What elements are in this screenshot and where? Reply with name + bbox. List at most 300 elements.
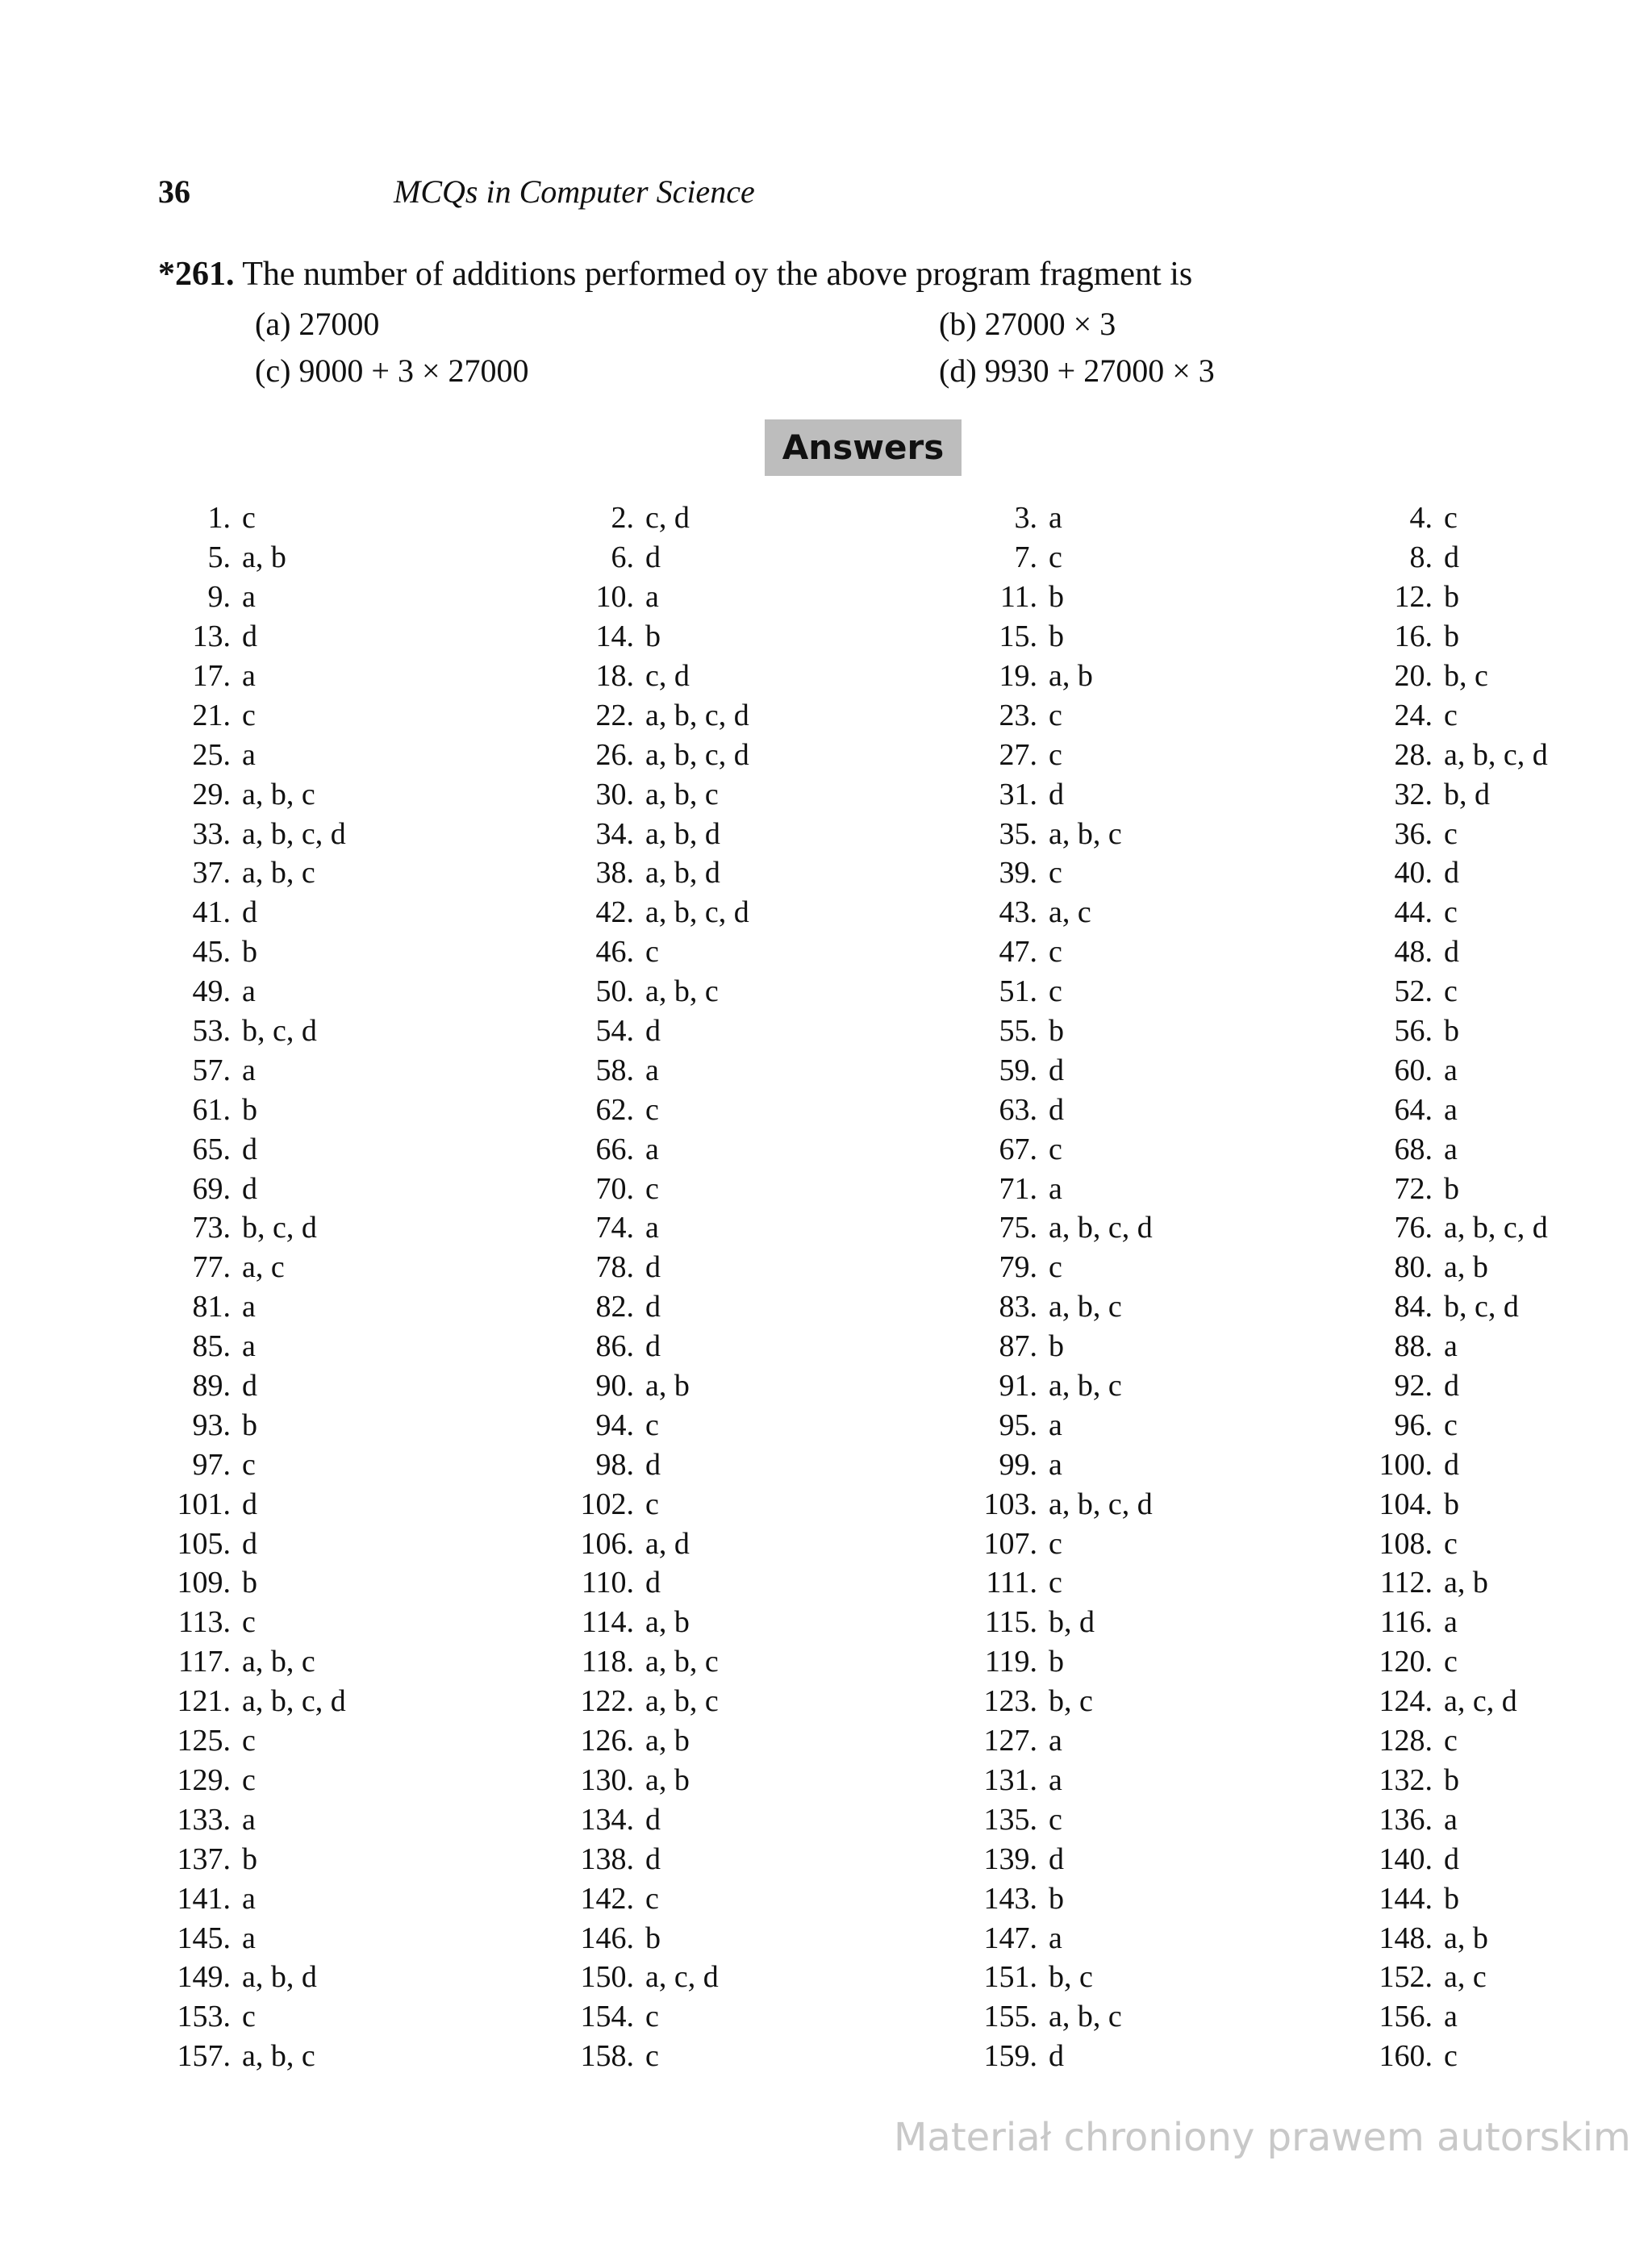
answer-value: b xyxy=(1444,619,1459,654)
answer-item xyxy=(960,1721,1355,1761)
answer-item xyxy=(557,1011,960,1051)
answer-item xyxy=(557,1563,960,1603)
answer-item xyxy=(153,1445,557,1484)
answer-number: 81. xyxy=(192,1290,231,1324)
answer-number: 1. xyxy=(207,501,231,536)
question-options xyxy=(158,305,1529,398)
answer-value: a, b, c xyxy=(1049,816,1122,851)
answer-item xyxy=(1355,1603,1589,1642)
answer-value: a, b, d xyxy=(645,856,720,891)
answer-item xyxy=(960,1090,1355,1129)
answer-number: 41. xyxy=(192,895,231,930)
answer-number: 119. xyxy=(984,1645,1037,1679)
answer-value: b xyxy=(1444,1881,1459,1916)
answer-number: 106. xyxy=(580,1526,634,1561)
answer-number: 113. xyxy=(177,1605,231,1640)
answer-item xyxy=(1355,1208,1589,1248)
answer-value: c, d xyxy=(645,501,690,536)
answer-number: 136. xyxy=(1379,1802,1433,1837)
answer-number: 3. xyxy=(1014,501,1037,536)
answer-value: d xyxy=(645,1802,661,1837)
answer-value: a, b xyxy=(1444,1566,1488,1600)
answer-item xyxy=(1355,1761,1589,1800)
answer-number: 104. xyxy=(1379,1487,1433,1521)
answer-number: 49. xyxy=(192,974,231,1009)
answer-item xyxy=(153,1208,557,1248)
answer-number: 4. xyxy=(1409,501,1433,536)
answer-item xyxy=(960,498,1355,538)
answer-number: 148. xyxy=(1379,1921,1433,1955)
answer-item xyxy=(1355,617,1589,657)
answer-item xyxy=(1355,1839,1589,1879)
answer-item xyxy=(960,1682,1355,1721)
answer-number: 14. xyxy=(595,619,634,654)
answer-item xyxy=(960,1129,1355,1169)
answer-item xyxy=(153,1169,557,1208)
answer-item xyxy=(557,538,960,578)
answer-value: a xyxy=(645,580,659,615)
answer-value: a, b xyxy=(1049,659,1093,693)
answer-value: d xyxy=(645,1290,661,1324)
answer-number: 53. xyxy=(192,1014,231,1049)
answer-item xyxy=(557,1090,960,1129)
answer-number: 101. xyxy=(177,1487,231,1521)
answer-value: a, d xyxy=(645,1526,690,1561)
answer-item xyxy=(557,1169,960,1208)
answer-number: 21. xyxy=(192,698,231,732)
option-b: (b) 27000 × 3 xyxy=(939,306,1116,342)
answer-value: a xyxy=(242,1802,256,1837)
answer-number: 150. xyxy=(580,1960,634,1995)
answer-item xyxy=(557,1484,960,1524)
answer-number: 47. xyxy=(999,935,1037,970)
answer-value: a, b xyxy=(1444,1250,1488,1285)
answer-number: 51. xyxy=(999,974,1037,1009)
answer-value: a xyxy=(1049,1724,1062,1758)
answer-number: 65. xyxy=(192,1132,231,1166)
answer-value: d xyxy=(645,1447,661,1482)
answer-item xyxy=(960,1011,1355,1051)
option-c: (c) 9000 + 3 × 27000 xyxy=(255,352,529,389)
answer-value: b xyxy=(1049,1329,1064,1364)
answer-item xyxy=(960,893,1355,932)
answer-item xyxy=(153,538,557,578)
answer-item xyxy=(1355,1287,1589,1327)
answer-item xyxy=(153,1484,557,1524)
answer-item xyxy=(153,695,557,735)
answer-value: a xyxy=(1049,1447,1062,1482)
answer-number: 22. xyxy=(595,698,634,732)
answer-item xyxy=(153,1761,557,1800)
answer-number: 144. xyxy=(1379,1881,1433,1916)
answer-value: c xyxy=(645,2000,659,2034)
answer-value: c xyxy=(1049,856,1062,891)
answer-item xyxy=(557,1839,960,1879)
answer-number: 62. xyxy=(595,1092,634,1127)
answer-value: d xyxy=(1049,1092,1064,1127)
answer-value: a xyxy=(1049,1408,1062,1442)
answer-value: c xyxy=(1444,1645,1458,1679)
answer-number: 134. xyxy=(580,1802,634,1837)
answer-value: a xyxy=(242,974,256,1009)
answer-number: 18. xyxy=(595,659,634,693)
answer-item xyxy=(153,1327,557,1366)
answer-item xyxy=(557,1721,960,1761)
answers-grid xyxy=(153,498,1589,2076)
answer-item xyxy=(557,1800,960,1839)
answer-value: a xyxy=(1444,2000,1458,2034)
answer-number: 38. xyxy=(595,856,634,891)
question-number: *261. xyxy=(158,256,235,293)
answer-number: 84. xyxy=(1394,1290,1433,1324)
answer-number: 15. xyxy=(999,619,1037,654)
answer-number: 66. xyxy=(595,1132,634,1166)
answer-item xyxy=(153,1958,557,1997)
answer-value: d xyxy=(242,1487,257,1521)
answer-value: a xyxy=(1049,1762,1062,1797)
answer-number: 43. xyxy=(999,895,1037,930)
answer-value: c xyxy=(1444,1408,1458,1442)
answer-value: b xyxy=(1049,1014,1064,1049)
answer-number: 12. xyxy=(1394,580,1433,615)
answer-item xyxy=(557,1603,960,1642)
question-stem xyxy=(158,255,1529,294)
answer-value: a, b, c, d xyxy=(1444,1211,1548,1245)
answer-item xyxy=(153,1287,557,1327)
answer-item xyxy=(557,1405,960,1445)
option-d: (d) 9930 + 27000 × 3 xyxy=(939,352,1215,389)
answer-item xyxy=(557,972,960,1011)
answer-value: c xyxy=(242,1762,256,1797)
answer-number: 138. xyxy=(580,1841,634,1876)
answer-item xyxy=(557,1327,960,1366)
answer-item xyxy=(153,735,557,774)
answer-item xyxy=(960,1208,1355,1248)
answer-number: 60. xyxy=(1394,1053,1433,1087)
answer-number: 155. xyxy=(983,2000,1037,2034)
answer-value: c xyxy=(1444,1724,1458,1758)
answer-value: a, b xyxy=(242,540,286,575)
answer-value: a, b, c xyxy=(242,2039,315,2074)
answer-value: a, b, c xyxy=(1049,1369,1122,1404)
answer-number: 44. xyxy=(1394,895,1433,930)
answer-number: 153. xyxy=(177,2000,231,2034)
answer-item xyxy=(1355,1918,1589,1958)
answer-item xyxy=(1355,853,1589,893)
answer-number: 107. xyxy=(983,1526,1037,1561)
answer-number: 152. xyxy=(1379,1960,1433,1995)
answer-item xyxy=(1355,1405,1589,1445)
answer-value: d xyxy=(645,1014,661,1049)
answer-item xyxy=(557,1050,960,1090)
answer-item xyxy=(153,1642,557,1682)
answer-number: 64. xyxy=(1394,1092,1433,1127)
answer-item xyxy=(1355,932,1589,972)
answer-item xyxy=(960,853,1355,893)
answer-item xyxy=(557,1958,960,1997)
answer-item xyxy=(960,1642,1355,1682)
answer-number: 130. xyxy=(580,1762,634,1797)
answer-value: c xyxy=(1049,698,1062,732)
answer-item xyxy=(960,1524,1355,1563)
answer-number: 129. xyxy=(177,1762,231,1797)
answer-number: 59. xyxy=(999,1053,1037,1087)
answer-number: 8. xyxy=(1409,540,1433,575)
answer-item xyxy=(153,1050,557,1090)
answer-item xyxy=(1355,538,1589,578)
answer-number: 10. xyxy=(595,580,634,615)
answer-value: c xyxy=(1049,1802,1062,1837)
answer-number: 100. xyxy=(1379,1447,1433,1482)
answer-number: 158. xyxy=(580,2039,634,2074)
answer-value: c xyxy=(1049,974,1062,1009)
answer-number: 146. xyxy=(580,1921,634,1955)
answer-value: a xyxy=(645,1053,659,1087)
answer-value: d xyxy=(1444,540,1459,575)
answer-value: d xyxy=(645,1841,661,1876)
answer-item xyxy=(1355,578,1589,617)
answer-item xyxy=(960,1918,1355,1958)
answer-item xyxy=(557,1208,960,1248)
answer-value: c xyxy=(1049,1250,1062,1285)
question-261 xyxy=(158,255,1529,398)
answer-value: c xyxy=(242,698,256,732)
answer-item xyxy=(960,1327,1355,1366)
answer-number: 56. xyxy=(1394,1014,1433,1049)
answer-number: 24. xyxy=(1394,698,1433,732)
answer-item xyxy=(960,1445,1355,1484)
answer-item xyxy=(557,1287,960,1327)
answer-number: 82. xyxy=(595,1290,634,1324)
answer-item xyxy=(960,1248,1355,1287)
answer-number: 145. xyxy=(177,1921,231,1955)
answer-value: a, b, c xyxy=(242,856,315,891)
answer-item xyxy=(153,1011,557,1051)
answer-number: 76. xyxy=(1394,1211,1433,1245)
page-header xyxy=(158,173,755,211)
answer-number: 109. xyxy=(177,1566,231,1600)
answer-item xyxy=(153,1918,557,1958)
answer-value: a, c xyxy=(1444,1960,1487,1995)
answer-item xyxy=(153,1603,557,1642)
answer-value: a xyxy=(242,737,256,772)
answer-value: b, d xyxy=(1049,1605,1095,1640)
answer-number: 97. xyxy=(192,1447,231,1482)
answer-item xyxy=(557,1642,960,1682)
answer-item xyxy=(960,1366,1355,1406)
answer-number: 46. xyxy=(595,935,634,970)
answer-value: a xyxy=(242,659,256,693)
answer-value: d xyxy=(1049,1053,1064,1087)
answer-value: c xyxy=(1444,895,1458,930)
answer-number: 13. xyxy=(192,619,231,654)
answer-value: d xyxy=(1444,1369,1459,1404)
answer-value: b xyxy=(1049,619,1064,654)
answer-value: a, b, c xyxy=(645,1684,719,1719)
answers-heading: Answers xyxy=(765,419,962,476)
answer-item xyxy=(153,774,557,814)
answer-item xyxy=(153,1405,557,1445)
answer-value: b, c, d xyxy=(242,1014,317,1049)
answer-number: 90. xyxy=(595,1369,634,1404)
answer-number: 70. xyxy=(595,1171,634,1206)
answer-value: b xyxy=(242,1408,257,1442)
answer-number: 67. xyxy=(999,1132,1037,1166)
answer-number: 127. xyxy=(983,1724,1037,1758)
answer-value: b, c, d xyxy=(242,1211,317,1245)
answer-item xyxy=(153,853,557,893)
answer-number: 110. xyxy=(581,1566,634,1600)
answer-value: a xyxy=(242,1329,256,1364)
answer-value: a, b, c xyxy=(242,777,315,811)
answer-item xyxy=(557,578,960,617)
answer-number: 2. xyxy=(611,501,634,536)
answer-number: 91. xyxy=(999,1369,1037,1404)
answer-value: c xyxy=(1444,1526,1458,1561)
answer-number: 105. xyxy=(177,1526,231,1561)
answer-number: 128. xyxy=(1379,1724,1433,1758)
answer-value: d xyxy=(242,1369,257,1404)
answer-value: a xyxy=(242,1881,256,1916)
answer-value: a, b xyxy=(645,1605,690,1640)
answer-value: b, c xyxy=(1444,659,1488,693)
answer-value: c xyxy=(242,1447,256,1482)
answer-value: c xyxy=(645,1487,659,1521)
answer-value: c xyxy=(645,1092,659,1127)
answer-number: 78. xyxy=(595,1250,634,1285)
answer-value: a, b, c, d xyxy=(242,1684,346,1719)
answer-value: a, c xyxy=(242,1250,285,1285)
answer-number: 131. xyxy=(983,1762,1037,1797)
answer-number: 29. xyxy=(192,777,231,811)
answer-number: 86. xyxy=(595,1329,634,1364)
answer-item xyxy=(153,1524,557,1563)
answer-value: b xyxy=(1444,1171,1459,1206)
answer-number: 77. xyxy=(192,1250,231,1285)
answer-number: 36. xyxy=(1394,816,1433,851)
option-a: (a) 27000 xyxy=(255,306,380,342)
answer-item xyxy=(1355,1011,1589,1051)
answer-number: 11. xyxy=(999,580,1037,615)
answer-item xyxy=(960,1800,1355,1839)
answer-number: 68. xyxy=(1394,1132,1433,1166)
question-text: The number of additions performed oy the above program fragment is xyxy=(242,256,1193,293)
answer-value: c xyxy=(645,1171,659,1206)
answer-number: 55. xyxy=(999,1014,1037,1049)
answer-item xyxy=(960,1050,1355,1090)
answer-number: 159. xyxy=(983,2039,1037,2074)
answer-number: 116. xyxy=(1379,1605,1433,1640)
answer-value: a, b, c, d xyxy=(1444,737,1548,772)
answer-item xyxy=(960,1563,1355,1603)
answer-number: 102. xyxy=(580,1487,634,1521)
answer-item xyxy=(1355,1050,1589,1090)
answer-item xyxy=(1355,972,1589,1011)
answer-item xyxy=(557,774,960,814)
answer-number: 117. xyxy=(177,1645,231,1679)
answer-value: a, b xyxy=(645,1762,690,1797)
answer-value: c xyxy=(645,2039,659,2074)
answer-value: b xyxy=(1444,1487,1459,1521)
answer-number: 72. xyxy=(1394,1171,1433,1206)
answer-value: a, b, c, d xyxy=(645,698,749,732)
answer-item xyxy=(153,657,557,696)
answer-item xyxy=(557,1879,960,1918)
answer-item xyxy=(1355,1563,1589,1603)
answer-item xyxy=(960,1603,1355,1642)
answer-number: 63. xyxy=(999,1092,1037,1127)
answer-value: c, d xyxy=(645,659,690,693)
page-number: 36 xyxy=(158,173,190,210)
answer-item xyxy=(153,1563,557,1603)
answer-value: a, b, c xyxy=(242,1645,315,1679)
answer-number: 27. xyxy=(999,737,1037,772)
answer-number: 135. xyxy=(983,1802,1037,1837)
answer-value: a xyxy=(1444,1605,1458,1640)
answer-item xyxy=(1355,1090,1589,1129)
answer-value: a, b, d xyxy=(242,1960,317,1995)
answer-value: c xyxy=(1049,737,1062,772)
answer-value: d xyxy=(242,1171,257,1206)
answer-value: c xyxy=(645,935,659,970)
answer-number: 69. xyxy=(192,1171,231,1206)
answer-item xyxy=(557,1761,960,1800)
running-title: MCQs in Computer Science xyxy=(394,173,755,210)
answer-item xyxy=(1355,1721,1589,1761)
answer-value: b xyxy=(242,1092,257,1127)
answer-item xyxy=(1355,657,1589,696)
answer-number: 149. xyxy=(177,1960,231,1995)
answer-item xyxy=(1355,1997,1589,2037)
answer-value: a, b, c xyxy=(645,974,719,1009)
answer-item xyxy=(1355,1169,1589,1208)
answer-value: a, b, c, d xyxy=(645,737,749,772)
answer-value: d xyxy=(1444,1841,1459,1876)
answer-value: c xyxy=(1049,1526,1062,1561)
answer-number: 103. xyxy=(983,1487,1037,1521)
answer-number: 141. xyxy=(177,1881,231,1916)
answer-value: a, b xyxy=(645,1724,690,1758)
answer-number: 40. xyxy=(1394,856,1433,891)
answer-item xyxy=(557,735,960,774)
answer-item xyxy=(153,893,557,932)
answer-number: 32. xyxy=(1394,777,1433,811)
answer-value: d xyxy=(1444,1447,1459,1482)
answer-number: 160. xyxy=(1379,2039,1433,2074)
answer-number: 126. xyxy=(580,1724,634,1758)
answer-item xyxy=(1355,1248,1589,1287)
answer-number: 34. xyxy=(595,816,634,851)
answer-item xyxy=(153,578,557,617)
answer-item xyxy=(557,617,960,657)
answer-item xyxy=(1355,1682,1589,1721)
answer-item xyxy=(960,1169,1355,1208)
answer-item xyxy=(153,814,557,853)
answer-number: 132. xyxy=(1379,1762,1433,1797)
answer-value: c xyxy=(1049,935,1062,970)
answer-number: 83. xyxy=(999,1290,1037,1324)
answer-number: 115. xyxy=(984,1605,1037,1640)
answer-number: 80. xyxy=(1394,1250,1433,1285)
answer-number: 122. xyxy=(580,1684,634,1719)
answer-number: 139. xyxy=(983,1841,1037,1876)
answer-value: b xyxy=(242,935,257,970)
answer-item xyxy=(557,657,960,696)
answer-item xyxy=(1355,893,1589,932)
answer-item xyxy=(1355,1129,1589,1169)
answer-number: 112. xyxy=(1379,1566,1433,1600)
answer-value: a, b, c xyxy=(645,1645,719,1679)
